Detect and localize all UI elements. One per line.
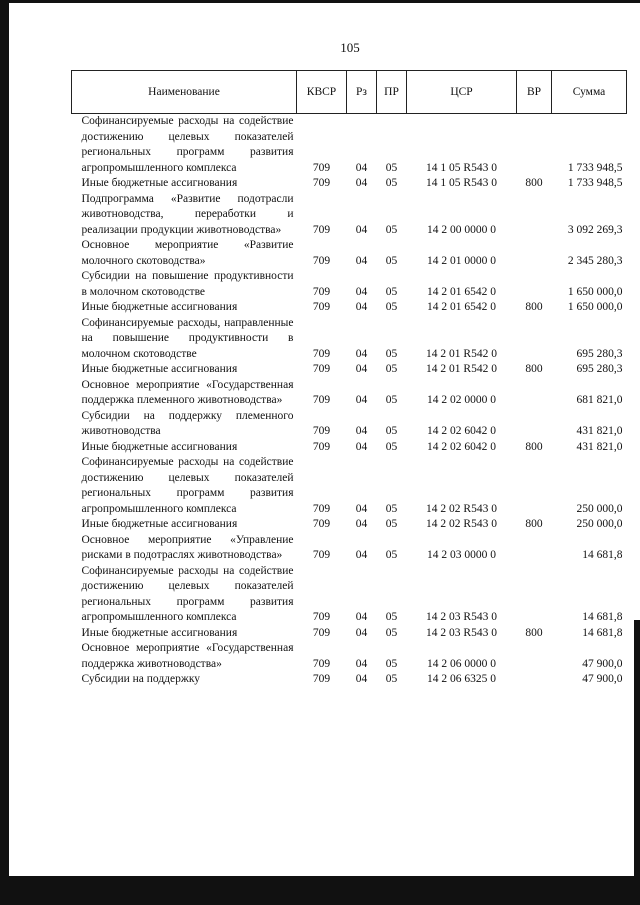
table-row: [72, 409, 627, 440]
table-body: [72, 114, 627, 688]
cell-name: Иные бюджетные ассигнования: [81, 177, 238, 189]
cell-csr: 14 2 01 6542 0: [427, 301, 496, 313]
scan-edge-bottom: [0, 876, 640, 905]
table-row: [72, 517, 627, 533]
header-vr: ВР: [517, 71, 552, 114]
cell-kvsr: 709: [312, 254, 331, 267]
cell-pr: 05: [385, 223, 398, 236]
cell-kvsr: 709: [312, 363, 331, 375]
cell-name: Основное мероприятие «Государственная поддержка племенного животноводства»: [81, 378, 294, 406]
cell-name: Иные бюджетные ассигнования: [81, 440, 238, 453]
cell-sum: 1 650 000,0: [567, 301, 623, 313]
cell-name: Основное мероприятие «Государственная поддержка животноводства»: [81, 642, 294, 670]
header-rz: Рз: [347, 71, 377, 114]
cell-vr: 800: [525, 440, 543, 453]
cell-kvsr: 709: [312, 549, 331, 561]
cell-sum: 681 821,0: [576, 394, 623, 406]
cell-csr: 14 2 03 R543 0: [426, 611, 497, 623]
cell-name: Субсидии на повышение продуктивности в молочном скотоводстве: [81, 270, 294, 298]
cell-sum: 14 681,8: [582, 549, 623, 561]
cell-pr: 05: [385, 161, 398, 174]
table-row: [72, 176, 627, 192]
page-number: 105: [340, 40, 360, 55]
cell-sum: 47 900,0: [582, 673, 623, 685]
cell-sum: 695 280,3: [576, 363, 623, 375]
budget-table: [71, 70, 627, 688]
table-row: [72, 238, 627, 269]
cell-kvsr: 709: [312, 502, 331, 515]
cell-sum: 1 733 948,5: [567, 161, 623, 174]
cell-vr: [517, 455, 552, 517]
cell-csr: 14 2 00 0000 0: [427, 223, 496, 236]
cell-name: Иные бюджетные ассигнования: [81, 301, 238, 313]
cell-sum: 695 280,3: [576, 347, 623, 360]
cell-rz: 04: [355, 549, 368, 561]
cell-name: Софинансируемые расходы на содействие достижению целевых показателей региональных программ развития агропромышленного комплекса: [81, 564, 294, 623]
cell-vr: 800: [525, 363, 543, 375]
cell-sum: 250 000,0: [576, 518, 623, 530]
cell-vr: 800: [525, 301, 543, 313]
header-name: Наименование: [72, 71, 297, 114]
cell-csr: 14 2 01 R542 0: [426, 363, 497, 375]
cell-pr: 05: [385, 363, 398, 375]
cell-rz: 04: [355, 440, 368, 453]
cell-vr: 800: [525, 177, 543, 189]
scan-edge-left: [0, 0, 9, 905]
cell-csr: 14 2 02 R543 0: [426, 518, 497, 530]
cell-csr: 14 2 03 R543 0: [426, 626, 497, 639]
table-row: [72, 672, 627, 688]
cell-pr: 05: [385, 518, 398, 530]
cell-pr: 05: [385, 301, 398, 313]
cell-rz: 04: [355, 425, 368, 437]
cell-rz: 04: [355, 673, 368, 685]
cell-rz: 04: [355, 285, 368, 298]
cell-sum: 1 733 948,5: [567, 177, 623, 189]
cell-kvsr: 709: [312, 394, 331, 406]
cell-pr: 05: [385, 626, 398, 639]
table-row: [72, 192, 627, 239]
cell-sum: 47 900,0: [582, 657, 623, 670]
cell-pr: 05: [385, 425, 398, 437]
cell-csr: 14 2 02 R543 0: [426, 502, 497, 515]
cell-rz: 04: [355, 347, 368, 360]
cell-pr: 05: [385, 347, 398, 360]
scan-edge-top: [0, 0, 640, 3]
table-row: [72, 114, 627, 177]
cell-vr: [517, 192, 552, 239]
table-row: [72, 269, 627, 300]
cell-csr: 14 2 02 6042 0: [427, 440, 496, 453]
cell-pr: 05: [385, 254, 398, 267]
cell-csr: 14 1 05 R543 0: [426, 161, 497, 174]
cell-rz: 04: [355, 394, 368, 406]
cell-name: Основное мероприятие «Развитие молочного скотоводства»: [81, 239, 294, 267]
cell-kvsr: 709: [312, 425, 331, 437]
cell-pr: 05: [385, 502, 398, 515]
cell-csr: 14 2 02 0000 0: [427, 394, 496, 406]
cell-name: Субсидии на поддержку: [81, 673, 201, 685]
header-csr: ЦСР: [407, 71, 517, 114]
cell-kvsr: 709: [312, 657, 331, 670]
cell-csr: 14 2 03 0000 0: [427, 549, 496, 561]
table-row: [72, 626, 627, 642]
cell-vr: [517, 409, 552, 440]
cell-vr: [517, 672, 552, 688]
cell-rz: 04: [355, 161, 368, 174]
cell-sum: 2 345 280,3: [567, 254, 623, 267]
cell-sum: 1 650 000,0: [567, 285, 623, 298]
cell-name: Иные бюджетные ассигнования: [81, 518, 238, 530]
cell-sum: 431 821,0: [576, 425, 623, 437]
cell-csr: 14 2 01 6542 0: [427, 285, 496, 298]
cell-kvsr: 709: [312, 301, 331, 313]
cell-rz: 04: [355, 254, 368, 267]
cell-rz: 04: [355, 502, 368, 515]
cell-kvsr: 709: [312, 223, 331, 236]
cell-name: Софинансируемые расходы, направленные на повышение продуктивности в молочном скотоводстве: [81, 316, 294, 360]
cell-sum: 3 092 269,3: [567, 223, 623, 236]
table-header: [72, 71, 627, 114]
cell-pr: 05: [385, 285, 398, 298]
cell-kvsr: 709: [312, 440, 331, 453]
cell-rz: 04: [355, 518, 368, 530]
cell-sum: 14 681,8: [582, 626, 623, 639]
cell-name: Иные бюджетные ассигнования: [81, 363, 238, 375]
cell-kvsr: 709: [312, 518, 331, 530]
cell-sum: 431 821,0: [576, 440, 623, 453]
cell-kvsr: 709: [312, 161, 331, 174]
cell-csr: 14 2 01 0000 0: [427, 254, 496, 267]
cell-rz: 04: [355, 611, 368, 623]
cell-name: Основное мероприятие «Управление рисками в подотраслях животноводства»: [81, 533, 294, 561]
cell-name: Софинансируемые расходы на содействие достижению целевых показателей региональных программ развития агропромышленного комплекса: [81, 456, 294, 515]
cell-name: Иные бюджетные ассигнования: [81, 626, 238, 639]
table-row: [72, 440, 627, 456]
table-row: [72, 378, 627, 409]
header-pr: ПР: [377, 71, 407, 114]
cell-csr: 14 1 05 R543 0: [426, 177, 497, 189]
table-row: [72, 455, 627, 517]
table-row: [72, 564, 627, 626]
cell-vr: 800: [525, 518, 543, 530]
cell-vr: [517, 269, 552, 300]
cell-csr: 14 2 01 R542 0: [426, 347, 497, 360]
cell-name: Подпрограмма «Развитие подотрасли животноводства, переработки и реализации продукции животноводства»: [81, 192, 294, 236]
header-sum: Сумма: [552, 71, 627, 114]
cell-vr: [517, 564, 552, 626]
table-row: [72, 641, 627, 672]
cell-pr: 05: [385, 673, 398, 685]
cell-rz: 04: [355, 363, 368, 375]
cell-pr: 05: [385, 177, 398, 189]
cell-vr: 800: [525, 626, 543, 639]
cell-csr: 14 2 02 6042 0: [427, 425, 496, 437]
cell-vr: [517, 533, 552, 564]
cell-rz: 04: [355, 223, 368, 236]
cell-sum: 250 000,0: [576, 502, 623, 515]
cell-kvsr: 709: [312, 285, 331, 298]
cell-csr: 14 2 06 0000 0: [427, 657, 496, 670]
cell-pr: 05: [385, 394, 398, 406]
table-row: [72, 533, 627, 564]
cell-name: Субсидии на поддержку племенного животноводства: [81, 409, 294, 437]
table-row: [72, 316, 627, 363]
header-kvsr: КВСР: [297, 71, 347, 114]
cell-rz: 04: [355, 301, 368, 313]
cell-name: Софинансируемые расходы на содействие достижению целевых показателей региональных программ развития агропромышленного комплекса: [81, 115, 294, 174]
cell-pr: 05: [385, 657, 398, 670]
scan-edge-right: [634, 620, 640, 905]
table-row: [72, 300, 627, 316]
cell-kvsr: 709: [312, 626, 331, 639]
cell-pr: 05: [385, 611, 398, 623]
cell-pr: 05: [385, 440, 398, 453]
cell-sum: 14 681,8: [582, 611, 623, 623]
cell-vr: [517, 238, 552, 269]
table-row: [72, 362, 627, 378]
cell-vr: [517, 378, 552, 409]
cell-rz: 04: [355, 626, 368, 639]
cell-vr: [517, 641, 552, 672]
cell-rz: 04: [355, 657, 368, 670]
cell-rz: 04: [355, 177, 368, 189]
cell-kvsr: 709: [312, 177, 331, 189]
cell-kvsr: 709: [312, 347, 331, 360]
cell-kvsr: 709: [312, 673, 331, 685]
cell-vr: [517, 316, 552, 363]
cell-vr: [517, 114, 552, 177]
cell-csr: 14 2 06 6325 0: [427, 673, 496, 685]
cell-kvsr: 709: [312, 611, 331, 623]
cell-pr: 05: [385, 549, 398, 561]
